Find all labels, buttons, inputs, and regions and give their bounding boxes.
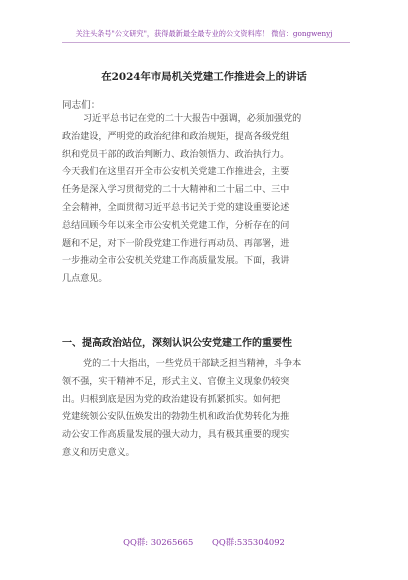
paragraph-line: 任务是深入学习贯彻党的二十大精神和二十届二中、三中: [62, 185, 290, 196]
paragraph-line: 今天我们在这里召开全市公安机关党建工作推进会，主要: [62, 167, 290, 178]
paragraph-line: 领不强，实干精神不足，形式主义、官僚主义现象仍较突: [62, 376, 290, 387]
paragraph-line: 一步推动全市公安机关党建工作高质量发展。下面，我讲: [62, 256, 290, 267]
paragraph-line: 出。归根到底是因为党的政治建设有抓紧抓实。如何把: [62, 394, 281, 405]
paragraph-line: 几点意见。: [62, 274, 108, 285]
section-heading: 一、提高政治站位，深刻认识公安党建工作的重要性: [62, 338, 292, 349]
footer: [0, 536, 408, 548]
document-title: 在2024年市局机关党建工作推进会上的讲话: [101, 71, 307, 83]
paragraph-line: 意义和历史意义。: [62, 447, 135, 458]
paragraph-line: 全会精神，全面贯彻习近平总书记关于党的建设重要论述: [62, 202, 290, 213]
paragraph-1: [62, 111, 352, 289]
paragraph-line: 政治建设，严明党的政治纪律和政治规矩，提高各级党组: [62, 131, 290, 142]
paragraph-line: 题和不足，对下一阶段党建工作进行再动员、再部署，进: [62, 238, 290, 249]
paragraph-line: 动公安工作高质量发展的强大动力，具有极其重要的现实: [62, 430, 290, 441]
paragraph-line: 习近平总书记在党的二十大报告中强调，必须加强党的: [83, 114, 302, 124]
paragraph-line: 总结回顾今年以来全市公安机关党建工作，分析存在的问: [62, 220, 290, 231]
header-promo-text: 关注头条号"公文研究"，获得最新最全最专业的公文资料库！ 微信：gongwenyj: [75, 29, 333, 38]
paragraph-line: 党建统领公安队伍焕发出的勃勃生机和政治优势转化为推: [62, 412, 290, 423]
header-divider: [62, 42, 350, 43]
paragraph-line: 党的二十大指出，一些党员干部缺乏担当精神，斗争本: [83, 359, 302, 369]
footer-qq-group-1: QQ群: 30265665: [123, 537, 194, 547]
footer-qq-group-2: QQ群:535304092: [212, 537, 285, 547]
paragraph-line: 织和党员干部的政治判断力、政治领悟力、政治执行力。: [62, 149, 290, 160]
greeting: 同志们：: [62, 100, 101, 111]
paragraph-2: [62, 356, 352, 463]
